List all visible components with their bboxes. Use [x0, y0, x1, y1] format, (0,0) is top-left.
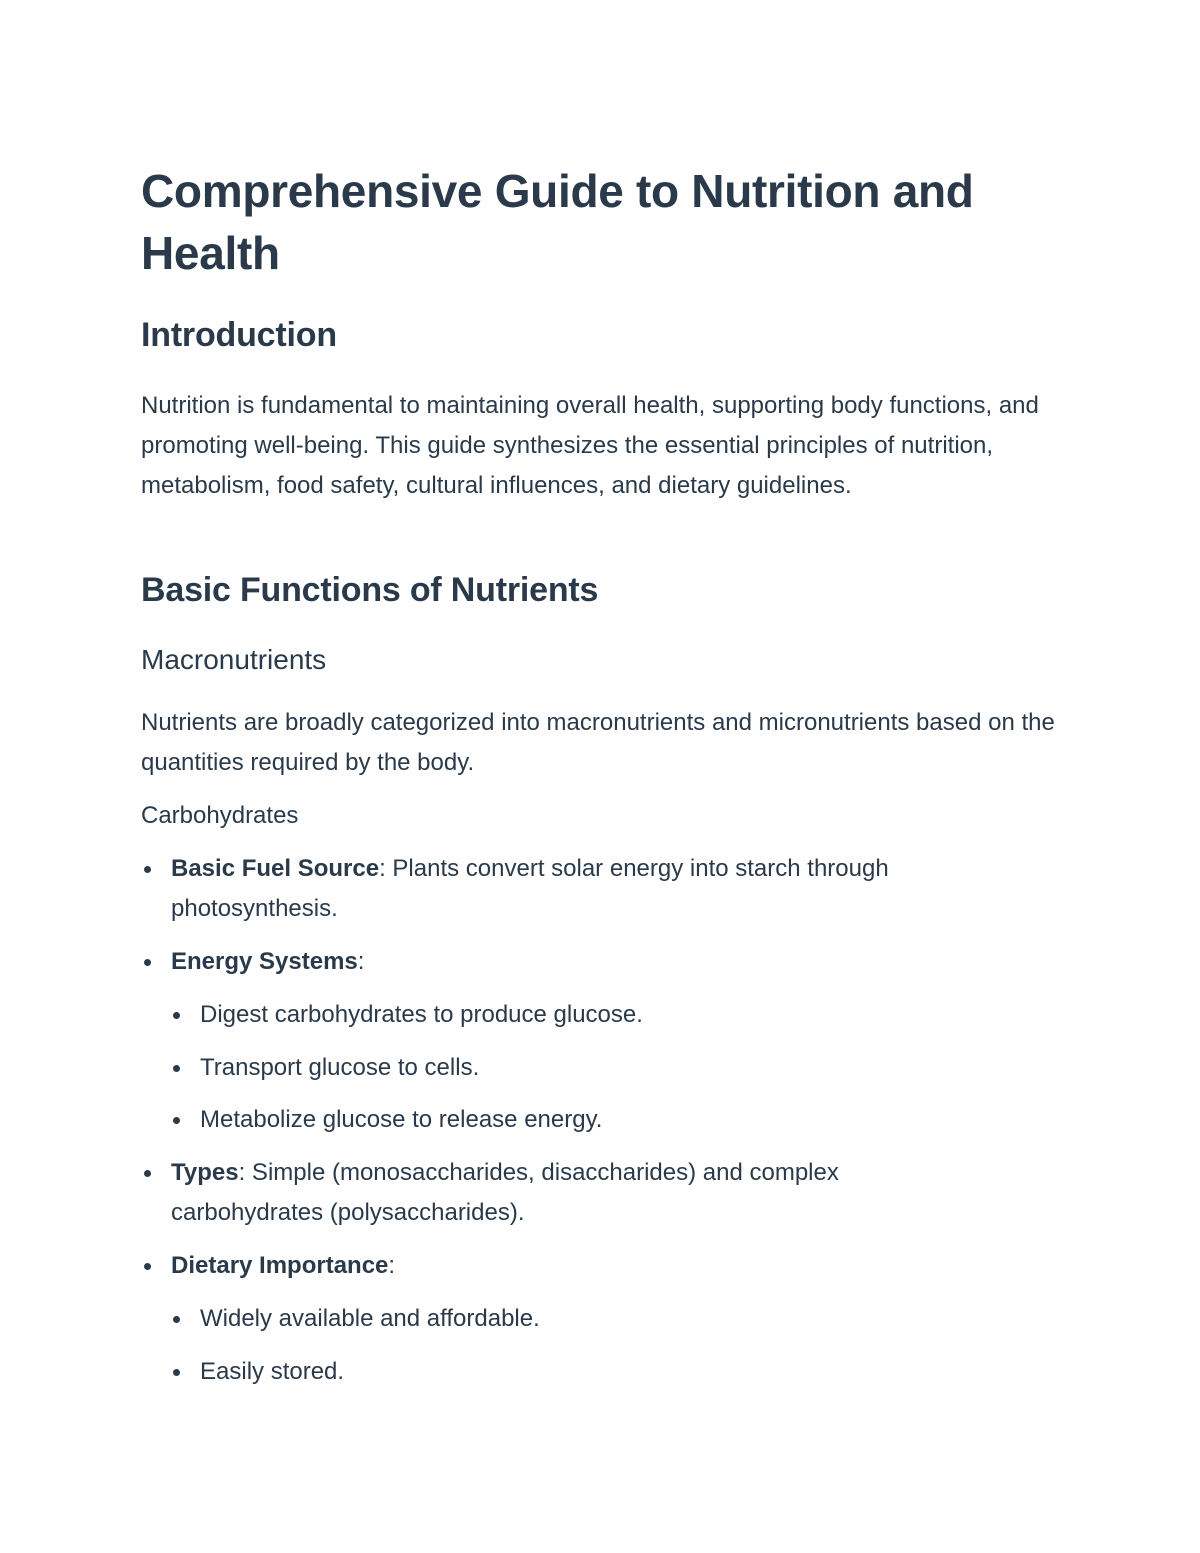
bullet-icon	[173, 1117, 180, 1124]
list-item	[200, 995, 1030, 1035]
list-item	[200, 1352, 1030, 1392]
macronutrients-paragraph: Nutrients are broadly categorized into macronutrients and micronutrients based on the quantities required by the body.	[141, 709, 1055, 776]
basic-functions-heading: Basic Functions of Nutrients	[141, 571, 599, 609]
list-item-text: : Plants convert solar energy into starch through photosynthesis.	[171, 855, 889, 922]
intro-heading: Introduction	[141, 316, 337, 354]
list-item-text: Metabolize glucose to release energy.	[200, 1106, 603, 1133]
list-item-text: Widely available and affordable.	[200, 1305, 540, 1332]
carbohydrates-heading: Carbohydrates	[141, 802, 299, 829]
list-item-label: Energy Systems	[171, 948, 358, 975]
list-item	[200, 1100, 1030, 1140]
bullet-icon	[144, 1263, 151, 1270]
list-item-text: : Simple (monosaccharides, disaccharides) and complex carbohydrates (polysaccharides).	[171, 1159, 839, 1226]
bullet-icon	[144, 1170, 151, 1177]
bullet-icon	[144, 866, 151, 873]
list-item-text: Easily stored.	[200, 1358, 345, 1385]
list-item-text: Digest carbohydrates to produce glucose.	[200, 1001, 643, 1028]
document-page	[141, 160, 1061, 1385]
list-item-text: Transport glucose to cells.	[200, 1054, 480, 1081]
list-item	[200, 1048, 1030, 1088]
bullet-icon	[173, 1012, 180, 1019]
list-item	[171, 1246, 1031, 1286]
list-item-text: :	[357, 948, 365, 975]
list-item	[200, 1299, 1030, 1339]
bullet-icon	[173, 1369, 180, 1376]
list-item	[171, 849, 1031, 929]
document-title: Comprehensive Guide to Nutrition and Health	[141, 165, 974, 279]
list-item	[171, 942, 1031, 982]
list-item-label: Basic Fuel Source	[171, 855, 380, 882]
intro-paragraph: Nutrition is fundamental to maintaining overall health, supporting body functions, and promoting well-being. This guide synthesizes the essential principles of nutrition, metabolism, food safety, cultural influences, and dietary guidelines.	[141, 392, 1039, 499]
bullet-icon	[173, 1316, 180, 1323]
list-item	[171, 1153, 971, 1233]
bullet-icon	[144, 959, 151, 966]
list-item-label: Types	[171, 1159, 239, 1186]
list-item-text: :	[388, 1252, 396, 1279]
bullet-icon	[173, 1065, 180, 1072]
list-item-label: Dietary Importance	[171, 1252, 389, 1279]
macronutrients-heading: Macronutrients	[141, 644, 327, 675]
